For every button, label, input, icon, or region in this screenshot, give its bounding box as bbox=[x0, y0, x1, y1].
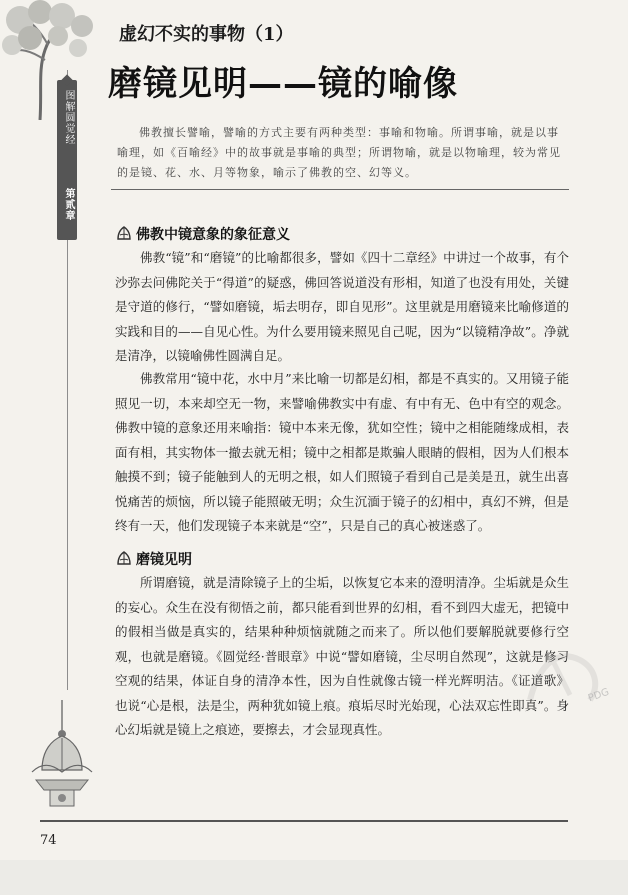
body-paragraph: 佛教常用“镜中花，水中月”来比喻一切都是幻相，都是不真实的。又用镜子能照见一切，本来却空无一物，来譬喻佛教实中有虚、有中有无、色中有空的观念。佛教中镜的意象还用来喻指：镜中本来无像，犹如空性；镜中之相能随缘成相，表面有相，其实物体一撤去就无相；镜中之相都是欺骗人眼睛的假相，因为人们根本触摸不到；镜子能触到人的无明之根，如人们照镜子看到自己是美是丑，就生出喜悦痛苦的烦恼，所以镜子能照破无明；众生沉湎于镜子的幻相中，真幻不辨，但是终有一天，他们发现镜子本来就是“空”，只是自己的真心被迷惑了。 bbox=[115, 371, 569, 533]
section-heading-text: 磨镜见明 bbox=[136, 552, 192, 568]
section-heading-symbolism bbox=[115, 224, 290, 244]
section-heading-polishing bbox=[115, 549, 192, 569]
series-title: 虚幻不实的事物（1） bbox=[119, 24, 294, 45]
page-title: 磨镜见明——镜的喻像 bbox=[108, 64, 458, 104]
watermark-text: PDG bbox=[586, 686, 611, 705]
footer-rule bbox=[40, 820, 568, 822]
lotus-hand-icon bbox=[115, 549, 133, 567]
tree-illustration bbox=[0, 0, 100, 120]
lotus-hand-icon bbox=[115, 224, 133, 242]
chapter-label-vertical: 第贰章 bbox=[63, 188, 74, 221]
body-paragraph: 佛教“镜”和“磨镜”的比喻都很多，譬如《四十二章经》中讲过一个故事，有个沙弥去问佛陀关于“得道”的疑惑，佛回答说道没有形相，知道了也没有用处，关键是守道的修行，“譬如磨镜，垢去明存，即自见形”。这里就是用磨镜来比喻修道的实践和目的——自见心性。为什么要用镜来照见自己呢，因为“以镜精净故”。净就是清净，以镜喻佛性圆满自足。 bbox=[115, 250, 569, 363]
section-heading-text: 佛教中镜意象的象征意义 bbox=[136, 227, 290, 243]
intro-paragraph: 佛教擅长譬喻，譬喻的方式主要有两种类型：事喻和物喻。所谓事喻，就是以事喻理，如《百喻经》中的故事就是事喻的典型；所谓物喻，就是以物喻理，较为常见的是镜、花、水、月等物象，喻示了佛教的空、幻等义。 bbox=[117, 126, 561, 179]
intro-divider bbox=[111, 189, 569, 190]
book-title-vertical: 图解圆觉经 bbox=[63, 90, 74, 145]
lotus-ornament-icon bbox=[22, 700, 102, 820]
chapter-side-tab bbox=[57, 80, 77, 240]
page-number: 74 bbox=[40, 833, 57, 848]
scan-footer-band bbox=[0, 860, 628, 895]
body-paragraph: 所谓磨镜，就是清除镜子上的尘垢，以恢复它本来的澄明清净。尘垢就是众生的妄心。众生在没有彻悟之前，都只能看到世界的幻相，看不到四大虚无，把镜中的假相当做是真实的，结果种种烦恼就随之而来了。所以他们要解脱就要修行空观，也就是磨镜。《圆觉经·普眼章》中说“譬如磨镜，尘尽明自然现”，这就是修习空观的结果，体证自身的清净本性，因为自性就像古镜一样光辉明洁。《证道歌》也说“心是根，法是尘，两种犹如镜上痕。痕垢尽时光始现，心法双忘性即真”。身心幻垢就是镜上之痕迹，要擦去，才会显现真性。 bbox=[115, 575, 569, 737]
